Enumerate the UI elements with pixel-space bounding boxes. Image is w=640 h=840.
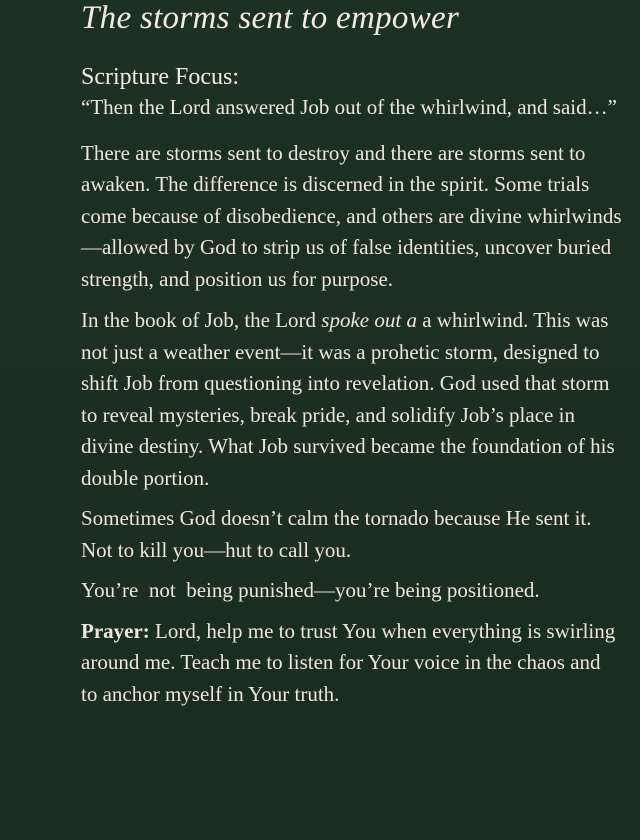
paragraph-tornado: Sometimes God doesn’t calm the tornado because He sent it. Not to kill you—hut to call you. (81, 506, 592, 562)
paragraph-job (81, 305, 622, 494)
paragraph-job-emphasis: spoke out a (321, 308, 417, 332)
prayer-label: Prayer: (81, 618, 150, 643)
scripture-heading: Scripture Focus: (81, 64, 239, 90)
paragraph-job-start: In the book of Job, the Lord (81, 308, 322, 332)
paragraph-job-end: a whirlwind. This was not just a weather event—it was a prohetic storm, designed to shift Job from questioning into revelation. God used that storm to reveal mysteries, break pride, and solidify Job’s place in divine destiny. What Job survived became the foundation of his double portion. (81, 308, 615, 490)
prayer-paragraph (81, 616, 622, 711)
scripture-quote: “Then the Lord answered Job out of the whirlwind, and said…” (81, 95, 617, 119)
paragraph-storms: There are storms sent to destroy and there are storms sent to awaken. The difference is discerned in the spirit. Some trials come because of disobedience, and others are divine whirlwinds—allowed by God to strip us of false identities, uncover buried strength, and position us for purpose. (81, 140, 622, 291)
page-title: The storms sent to empower (81, 0, 460, 36)
paragraph-positioned: You’re not being punished—you’re being positioned. (81, 578, 540, 602)
prayer-text: Lord, help me to trust You when everything is swirling around me. Teach me to listen for Your voice in the chaos and to anchor myself in Your truth. (81, 618, 616, 706)
